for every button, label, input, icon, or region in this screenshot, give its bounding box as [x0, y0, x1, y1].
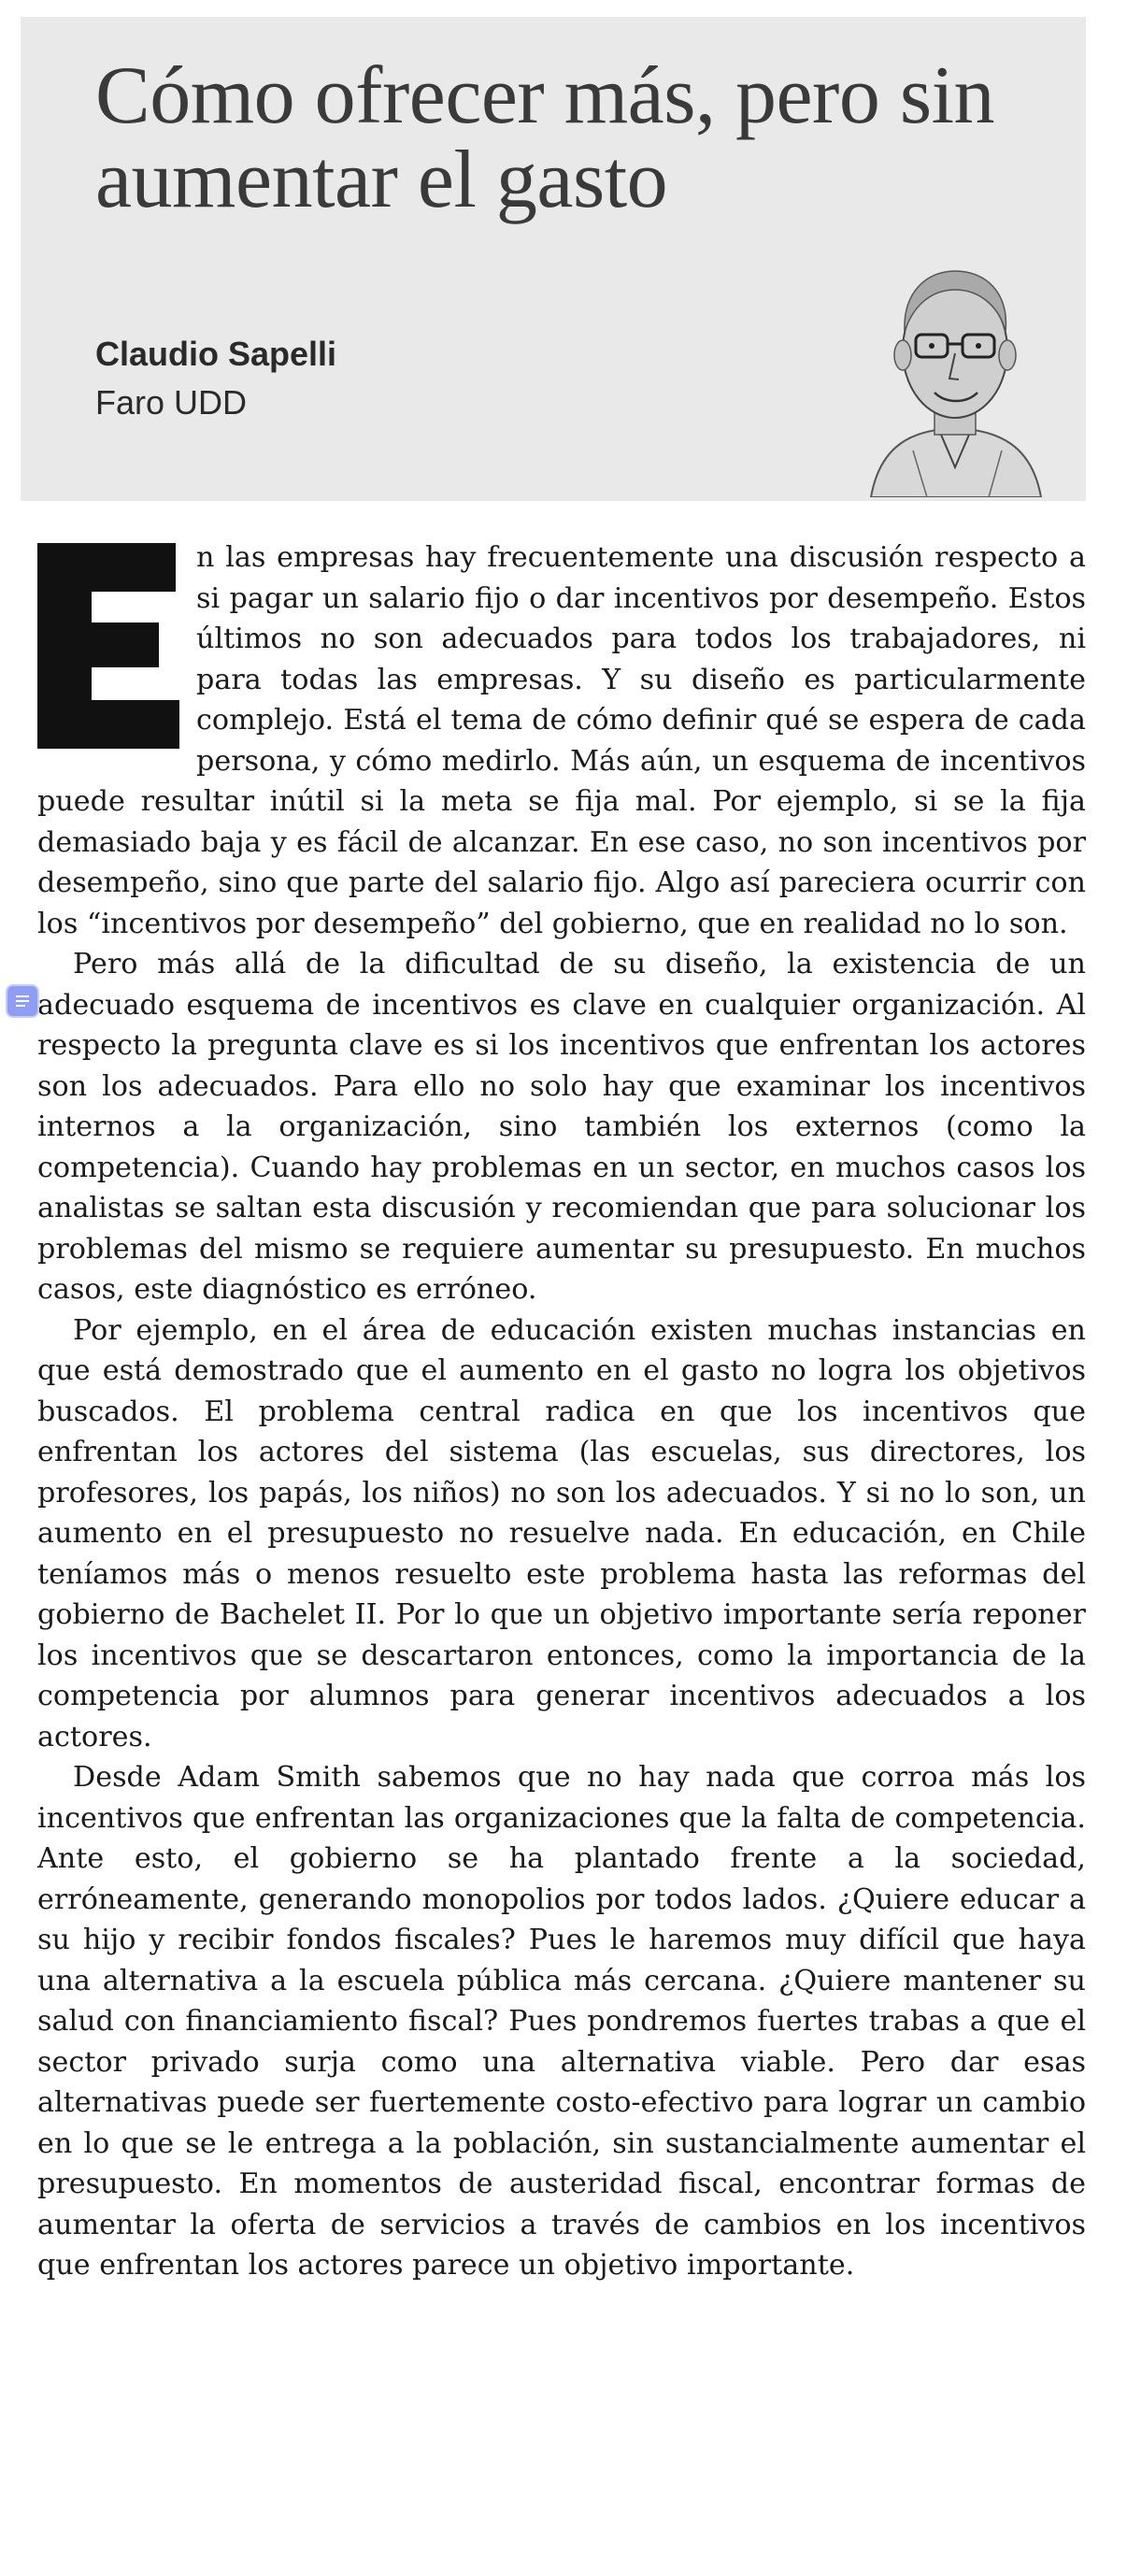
author-name: Claudio Sapelli	[95, 335, 337, 373]
author-portrait	[862, 243, 1049, 497]
drop-cap	[37, 543, 179, 749]
note-icon[interactable]	[7, 986, 37, 1016]
paragraph-2: Pero más allá de la dificultad de su diseño, la existencia de un adecuado esquema de incentivos es clave en cualquier organización. Al respecto la pregunta clave es si los incentivos que enfrentan los actores son los adecuados. Para ello no solo hay que examinar los incentivos internos a la organización, sino también los externos (como la competencia). Cuando hay problemas en un sector, en muchos casos los analistas se saltan esta discusión y recomiendan que para solucionar los problemas del mismo se requiere aumentar su presupuesto. En muchos casos, este diagnóstico es erróneo.	[37, 948, 1086, 1306]
paragraph-1: n las empresas hay frecuentemente una discusión respecto a si pagar un salario fijo o dar incentivos por desempeño. Estos últimos no son adecuados para todos los trabajadores, ni para todas las empresas. Y su diseño es particularmente complejo. Está el tema de cómo definir qué se espera de cada persona, y cómo medirlo. Más aún, un esquema de incentivos puede resultar inútil si la meta se fija mal. Por ejemplo, si se la fija demasiado baja y es fácil de alcanzar. En ese caso, no son incentivos por desempeño, sino que parte del salario fijo. Algo así pareciera ocurrir con los “incentivos por desempeño” del gobierno, que en realidad no lo son.	[37, 541, 1086, 940]
paragraph-4: Desde Adam Smith sabemos que no hay nada que corroa más los incentivos que enfrentan las organizaciones que la falta de competencia. Ante esto, el gobierno se ha plantado frente a la sociedad, erróneamente, generando monopolios por todos lados. ¿Quiere educar a su hijo y recibir fondos fiscales? Pues le haremos muy difícil que haya una alternativa a la escuela pública más cercana. ¿Quiere mantener su salud con financiamiento fiscal? Pues pondremos fuertes trabas a que el sector privado surja como una alternativa viable. Pero dar esas alternativas puede ser fuertemente costo-efectivo para lograr un cambio en lo que se le entrega a la población, sin sustancialmente aumentar el presupuesto. En momentos de austeridad fiscal, encontrar formas de aumentar la oferta de servicios a través de cambios en los incentivos que enfrentan los actores parece un objetivo importante.	[37, 1761, 1086, 2282]
header-box	[21, 17, 1086, 501]
article-body	[37, 537, 1086, 2286]
author-affiliation: Faro UDD	[95, 383, 248, 422]
drop-cap-letter	[37, 543, 179, 749]
headline: Cómo ofrecer más, pero sin aumentar el gasto	[95, 50, 995, 225]
paragraph-3: Por ejemplo, en el área de educación existen muchas instancias en que está demostrado que el aumento en el gasto no logra los objetivos buscados. El problema central radica en que los incentivos que enfrentan los actores del sistema (las escuelas, sus directores, los profesores, los papás, los niños) no son los adecuados. Y si no lo son, un aumento en el presupuesto no resuelve nada. En educación, en Chile teníamos más o menos resuelto este problema hasta las reformas del gobierno de Bachelet II. Por lo que un objetivo importante sería reponer los incentivos que se descartaron entonces, como la importancia de la competencia por alumnos para generar incentivos adecuados a los actores.	[37, 1313, 1086, 1753]
